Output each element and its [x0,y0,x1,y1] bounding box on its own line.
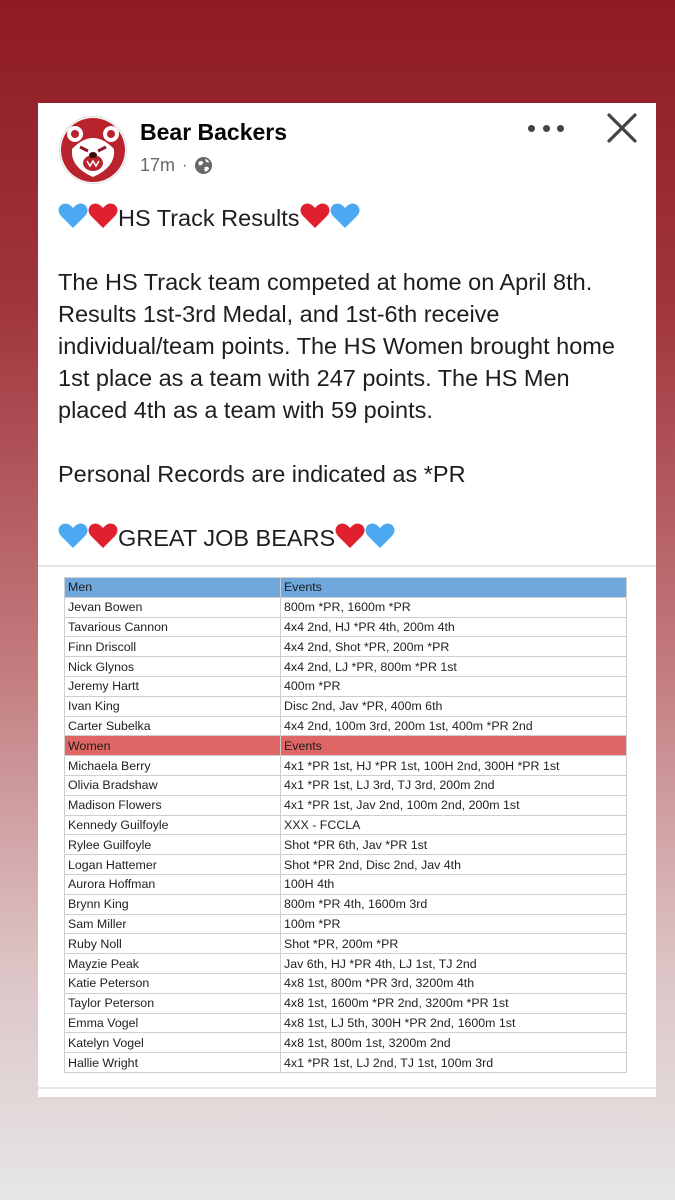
events-cell: Events [281,736,627,756]
globe-icon [194,156,213,175]
bear-logo-icon [60,117,126,183]
athlete-name-cell: Ruby Noll [65,934,281,954]
athlete-name-cell: Olivia Bradshaw [65,775,281,795]
post-title-line [58,202,643,234]
athlete-name-cell: Taylor Peterson [65,993,281,1013]
table-row [65,795,627,815]
red-heart-icon [88,202,118,229]
blue-heart-icon [58,202,88,229]
athlete-name-cell: Jevan Bowen [65,597,281,617]
table-row [65,993,627,1013]
table-row [65,973,627,993]
meta-separator: · [182,156,188,174]
table-row [65,835,627,855]
post-closing: GREAT JOB BEARS [118,525,336,551]
events-cell: Shot *PR, 200m *PR [281,934,627,954]
page-name[interactable]: Bear Backers [140,119,288,145]
table-row [65,637,627,657]
athlete-name-cell: Emma Vogel [65,1013,281,1033]
events-cell: 800m *PR 4th, 1600m 3rd [281,894,627,914]
table-row [65,1033,627,1053]
events-cell: 400m *PR [281,676,627,696]
athlete-name-cell: Sam Miller [65,914,281,934]
table-row [65,756,627,776]
events-cell: 4x1 *PR 1st, Jav 2nd, 100m 2nd, 200m 1st [281,795,627,815]
athlete-name-cell: Women [65,736,281,756]
table-header-women [65,736,627,756]
blue-heart-icon [365,522,395,549]
events-cell: Events [281,578,627,598]
post-title: HS Track Results [118,205,300,231]
red-heart-icon [88,522,118,549]
table-row [65,657,627,677]
post-meta [140,155,213,176]
divider [38,565,656,567]
athlete-name-cell: Carter Subelka [65,716,281,736]
table-row [65,676,627,696]
red-heart-icon [300,202,330,229]
athlete-name-cell: Jeremy Hartt [65,676,281,696]
post-card [38,103,656,1097]
blue-heart-icon [330,202,360,229]
divider [38,1087,656,1089]
table-header-men [65,578,627,598]
pr-note: Personal Records are indicated as *PR [58,461,466,487]
athlete-name-cell: Michaela Berry [65,756,281,776]
table-row [65,716,627,736]
table-row [65,597,627,617]
table-row [65,954,627,974]
athlete-name-cell: Kennedy Guilfoyle [65,815,281,835]
events-cell: 4x4 2nd, Shot *PR, 200m *PR [281,637,627,657]
events-cell: 100H 4th [281,874,627,894]
athlete-name-cell: Madison Flowers [65,795,281,815]
blue-heart-icon [58,522,88,549]
athlete-name-cell: Katelyn Vogel [65,1033,281,1053]
red-heart-icon [335,522,365,549]
events-cell: Jav 6th, HJ *PR 4th, LJ 1st, TJ 2nd [281,954,627,974]
table-row [65,1053,627,1073]
athlete-name-cell: Finn Driscoll [65,637,281,657]
table-row [65,934,627,954]
athlete-name-cell: Rylee Guilfoyle [65,835,281,855]
events-cell: Disc 2nd, Jav *PR, 400m 6th [281,696,627,716]
athlete-name-cell: Logan Hattemer [65,855,281,875]
events-cell: 4x4 2nd, LJ *PR, 800m *PR 1st [281,657,627,677]
table-row [65,775,627,795]
athlete-name-cell: Ivan King [65,696,281,716]
events-cell: XXX - FCCLA [281,815,627,835]
athlete-name-cell: Tavarious Cannon [65,617,281,637]
events-cell: Shot *PR 2nd, Disc 2nd, Jav 4th [281,855,627,875]
events-cell: 4x8 1st, LJ 5th, 300H *PR 2nd, 1600m 1st [281,1013,627,1033]
more-options-icon[interactable] [528,113,564,143]
athlete-name-cell: Hallie Wright [65,1053,281,1073]
events-cell: 4x4 2nd, HJ *PR 4th, 200m 4th [281,617,627,637]
events-cell: 4x8 1st, 1600m *PR 2nd, 3200m *PR 1st [281,993,627,1013]
table-row [65,914,627,934]
events-cell: 4x8 1st, 800m *PR 3rd, 3200m 4th [281,973,627,993]
events-cell: Shot *PR 6th, Jav *PR 1st [281,835,627,855]
results-table[interactable] [64,577,627,1073]
athlete-name-cell: Aurora Hoffman [65,874,281,894]
post-closing-line [58,522,643,554]
athlete-name-cell: Men [65,578,281,598]
events-cell: 800m *PR, 1600m *PR [281,597,627,617]
table-row [65,855,627,875]
post-paragraph: The HS Track team competed at home on April 8th. Results 1st-3rd Medal, and 1st-6th receive individual/team points. The HS Women brought home 1st place as a team with 247 points. The HS Men placed 4th as a team with 59 points. [58,269,615,423]
avatar[interactable] [59,116,127,184]
athlete-name-cell: Mayzie Peak [65,954,281,974]
table-row [65,696,627,716]
table-row [65,815,627,835]
table-row [65,1013,627,1033]
athlete-name-cell: Brynn King [65,894,281,914]
close-icon[interactable] [605,111,639,145]
table-row [65,874,627,894]
table-row [65,617,627,637]
events-cell: 4x8 1st, 800m 1st, 3200m 2nd [281,1033,627,1053]
events-cell: 4x1 *PR 1st, HJ *PR 1st, 100H 2nd, 300H *PR 1st [281,756,627,776]
events-cell: 4x1 *PR 1st, LJ 2nd, TJ 1st, 100m 3rd [281,1053,627,1073]
table-row [65,894,627,914]
post-body [58,202,643,554]
athlete-name-cell: Katie Peterson [65,973,281,993]
athlete-name-cell: Nick Glynos [65,657,281,677]
events-cell: 4x4 2nd, 100m 3rd, 200m 1st, 400m *PR 2nd [281,716,627,736]
events-cell: 4x1 *PR 1st, LJ 3rd, TJ 3rd, 200m 2nd [281,775,627,795]
post-time[interactable]: 17m [140,155,176,175]
events-cell: 100m *PR [281,914,627,934]
